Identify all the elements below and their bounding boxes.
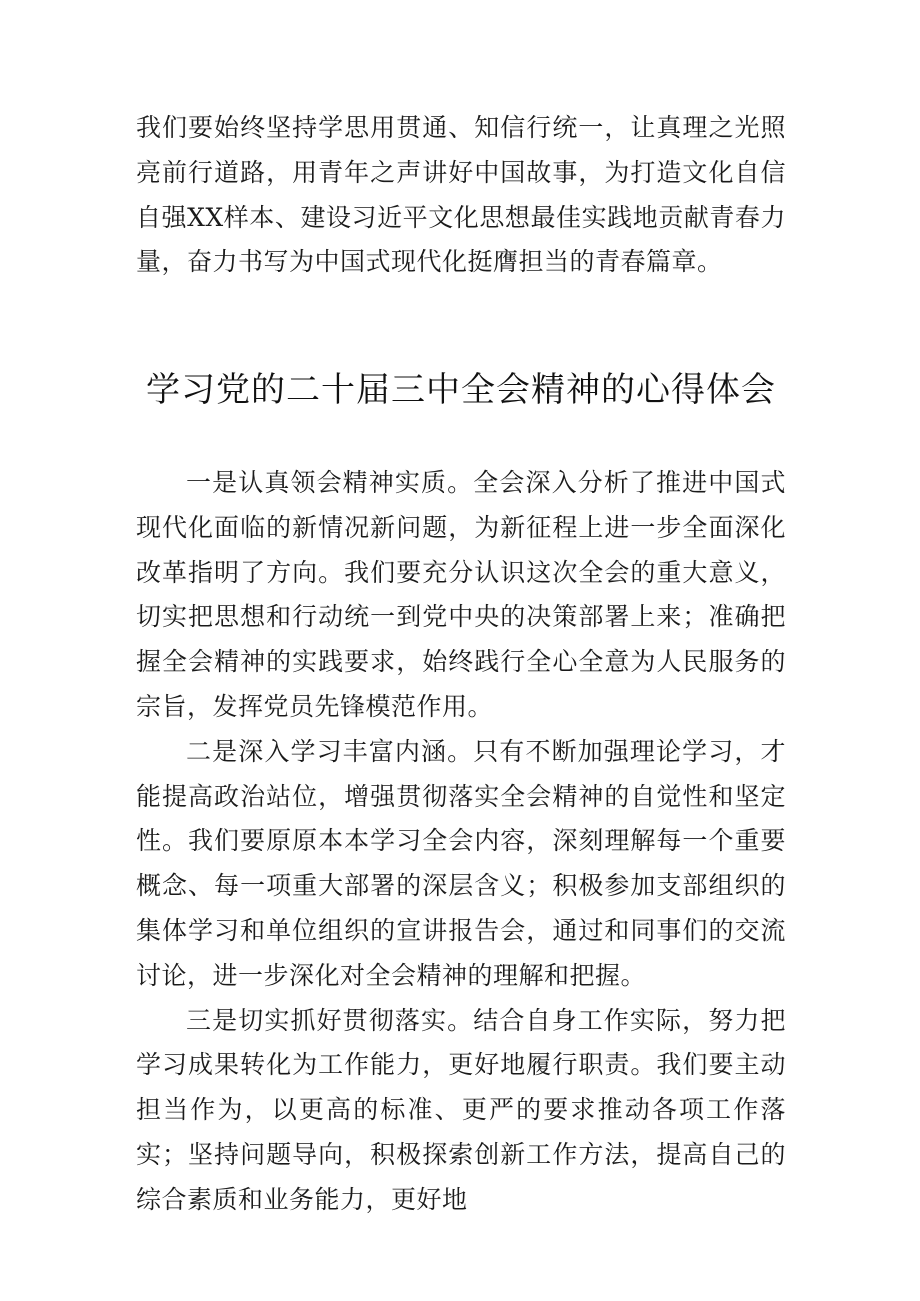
document-title: 学习党的二十届三中全会精神的心得体会: [146, 370, 776, 410]
intro-paragraph: 我们要始终坚持学思用贯通、知信行统一，让真理之光照亮前行道路，用青年之声讲好中国故事，为打造文化自信自强XX样本、建设习近平文化思想最佳实践地贡献青春力量，奋力书写为中国式现代化挺膺担当的青春篇章。: [136, 113, 786, 277]
paragraph-2: 二是深入学习丰富内涵。只有不断加强理论学习，才能提高政治站位，增强贯彻落实全会精神的自觉性和坚定性。我们要原原本本学习全会内容，深刻理解每一个重要概念、每一项重大部署的深层含义；积极参加支部组织的集体学习和单位组织的宣讲报告会，通过和同事们的交流讨论，进一步深化对全会精神的理解和把握。: [136, 736, 786, 990]
paragraph-3: 三是切实抓好贯彻落实。结合自身工作实际，努力把学习成果转化为工作能力，更好地履行职责。我们要主动担当作为，以更高的标准、更严的要求推动各项工作落实；坚持问题导向，积极探索创新工作方法，提高自己的综合素质和业务能力，更好地: [136, 1005, 786, 1214]
intro-section: [136, 106, 786, 285]
main-section: [136, 461, 786, 1223]
paragraph-1: 一是认真领会精神实质。全会深入分析了推进中国式现代化面临的新情况新问题，为新征程上进一步全面深化改革指明了方向。我们要充分认识这次全会的重大意义，切实把思想和行动统一到党中央的决策部署上来；准确把握全会精神的实践要求，始终践行全心全意为人民服务的宗旨，发挥党员先锋模范作用。: [136, 468, 786, 721]
